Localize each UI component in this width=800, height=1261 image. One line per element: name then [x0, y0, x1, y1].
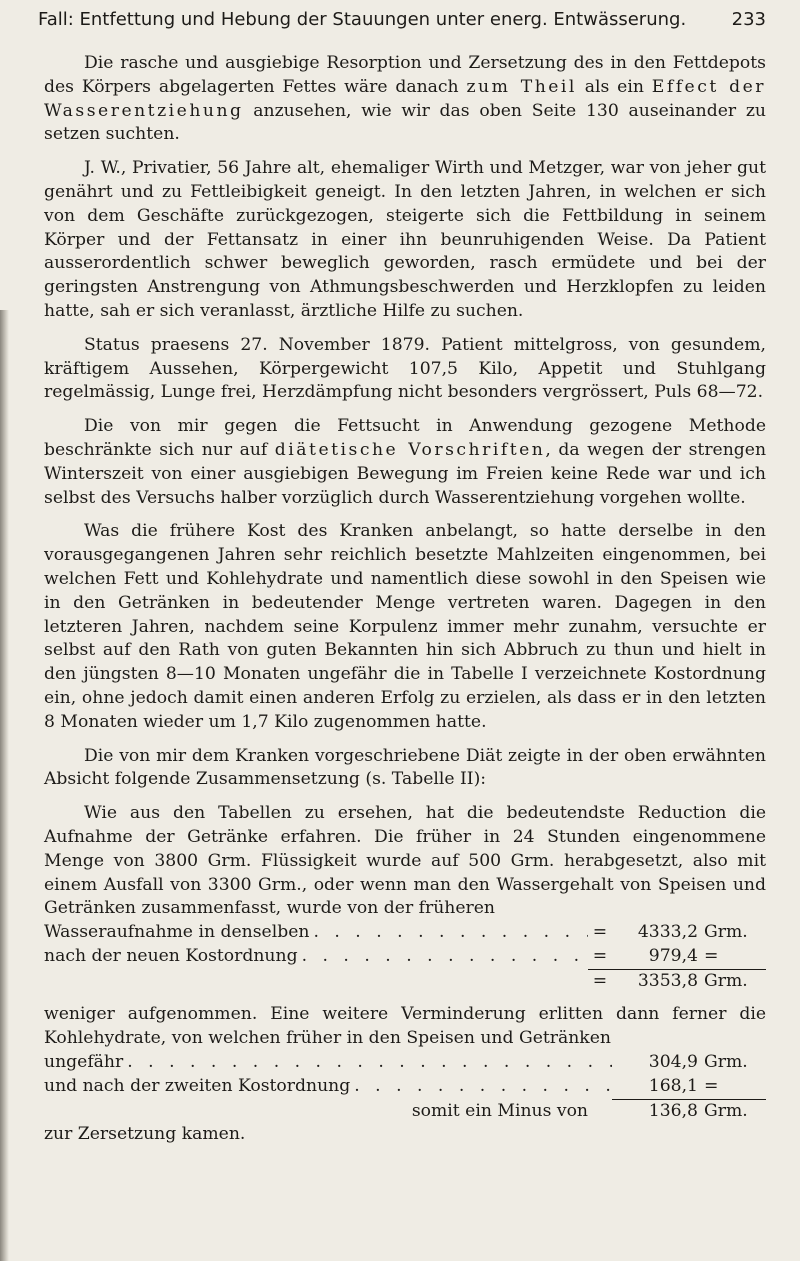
calc-unit: Grm. — [704, 970, 748, 991]
running-head-title: Fall: Entfettung und Hebung der Stauungen unter energ. Entwässerung. — [38, 9, 687, 30]
paragraph-status-praesens: Status praesens 27. November 1879. Patient mittelgross, von gesundem, kräftigem Aussehen, Körpergewicht 107,5 Kilo, Appetit und Stuhlgang regelmässig, Lunge frei, Herzdämpfung nicht besonders vergrössert, Puls 68—72. — [44, 334, 766, 403]
paragraph-resorption-text-2: als ein — [584, 76, 644, 97]
calc-unit: Grm. — [704, 1052, 748, 1073]
calc-value: 168,1 — [612, 1075, 698, 1100]
paragraph-closing: zur Zersetzung kamen. — [44, 1124, 246, 1145]
paragraph-prescribed-diet: Die von mir dem Kranken vorgeschriebene Diät zeigte in der oben erwähnten Absicht folgende Zusammensetzung (s. Tabelle II): — [44, 745, 766, 790]
calc-equals: = — [592, 970, 608, 991]
calc-unit: = — [698, 945, 766, 970]
calc-value: 136,8 — [648, 1100, 698, 1121]
calc-value: 979,4 — [612, 945, 698, 970]
paragraph-resorption-text-1: Die rasche und ausgiebige Resorption und Zersetzung des in den Fettdepots des Körpers abgelagerten Fettes wäre danach — [44, 53, 766, 97]
calc-equals: = — [588, 945, 612, 970]
calc-unit: Grm. — [704, 922, 748, 943]
paragraph-carbohydrates: weniger aufgenommen. Eine weitere Verminderung erlitten dann ferner die Kohlehydrate, von welchen früher in den Speisen und Getränken — [44, 1004, 766, 1049]
paragraph-patient-history: J. W., Privatier, 56 Jahre alt, ehemaliger Wirth und Metzger, war von jeher gut genährt und zu Fettleibigkeit geneigt. In den letzten Jahren, in welchen er sich von dem Geschäfte zurückgezogen, steigerte sich die Fettbildung in seinem Körper und der Fettansatz in einer ihn beunruhigenden Weise. Da Patient ausserordentlich schwer beweglich geworden, rasch ermüdete und bei der geringsten Anstrengung von Athmungsbeschwerden und Herzklopfen zu leiden hatte, sah er sich veranlasst, ärztliche Hilfe zu suchen. — [44, 158, 766, 321]
paragraph-method-text-2: , da wegen der strengen Winterszeit von einer ausgiebigen Bewegung im Freien keine Rede war und ich selbst des Versuchs halber vorzüglich durch Wasserentziehung vorgehen wollte. — [44, 439, 767, 508]
emphasis-zum-theil: zum Theil — [466, 76, 577, 97]
paragraph-method-text-1: Die von mir gegen die Fettsucht in Anwendung gezogene Methode beschränkte sich nur auf — [44, 416, 766, 460]
calc-value: 4333,2 — [637, 922, 698, 943]
emphasis-wasserentziehung: Effect der Wasserentziehung — [44, 76, 766, 121]
calc-label: ungefähr — [44, 1052, 124, 1073]
leader-dots — [298, 945, 588, 969]
paragraph-reduction: Wie aus den Tabellen zu ersehen, hat die bedeutendste Reduction die Aufnahme der Getränke erfahren. Die früher in 24 Stunden eingenommene Menge von 3800 Grm. Flüssigkeit wurde auf 500 Grm. herabgesetzt, also mit einem Ausfall von 3300 Grm., oder wenn man den Wassergehalt von Speisen und Getränken zusammenfasst, wurde von der früheren — [44, 803, 766, 919]
calc-equals: = — [592, 922, 608, 943]
calc-unit: Grm. — [704, 1100, 748, 1121]
calc-row-new-diet — [44, 945, 766, 970]
leader-dots — [309, 921, 588, 945]
emphasis-diaetetische-vorschriften: diätetische Vorschriften — [274, 439, 546, 460]
calc-label: und nach der zweiten Kostordnung — [44, 1075, 351, 1096]
paragraph-resorption — [44, 52, 766, 147]
paragraph-resorption-text-3: anzusehen, wie wir das oben Seite 130 auseinander zu setzen suchten. — [44, 100, 766, 145]
calc-row-minus — [44, 1100, 766, 1124]
calc-row-carbs-before — [44, 1051, 766, 1075]
calc-row-total — [44, 970, 766, 994]
water-calculation-block — [44, 802, 766, 993]
calc-label: somit ein Minus von — [411, 1100, 588, 1121]
calc-unit: = — [698, 1075, 766, 1100]
leader-dots — [123, 1051, 612, 1075]
page-number: 233 — [731, 9, 766, 30]
calc-row-water-intake — [44, 921, 766, 945]
calc-value: 3353,8 — [637, 970, 698, 991]
running-head — [38, 8, 766, 32]
carbohydrate-calculation-block — [44, 1003, 766, 1147]
calc-label: Wasseraufnahme in denselben — [44, 922, 310, 943]
leader-dots — [350, 1075, 612, 1099]
calc-label: nach der neuen Kostordnung — [44, 945, 298, 966]
calc-row-carbs-after — [44, 1075, 766, 1100]
calc-value: 304,9 — [648, 1052, 698, 1073]
paragraph-former-diet: Was die frühere Kost des Kranken anbelangt, so hatte derselbe in den vorausgegangenen Jahren sehr reichlich besetzte Mahlzeiten eingenommen, bei welchen Fett und Kohlehydrate und namentlich diese sowohl in den Speisen wie in den Getränken in bedeutender Menge vertreten waren. Dagegen in den letzteren Jahren, nachdem seine Korpulenz immer mehr zunahm, versuchte er selbst auf den Rath von guten Bekannten hin sich Abbruch zu thun und hielt in den jüngsten 8—10 Monaten ungefähr die in Tabelle I verzeichnete Kostordnung ein, ohne jedoch damit einen anderen Erfolg zu erzielen, als dass er in den letzten 8 Monaten wieder um 1,7 Kilo zugenommen hatte. — [44, 521, 766, 732]
paragraph-method — [44, 415, 766, 510]
